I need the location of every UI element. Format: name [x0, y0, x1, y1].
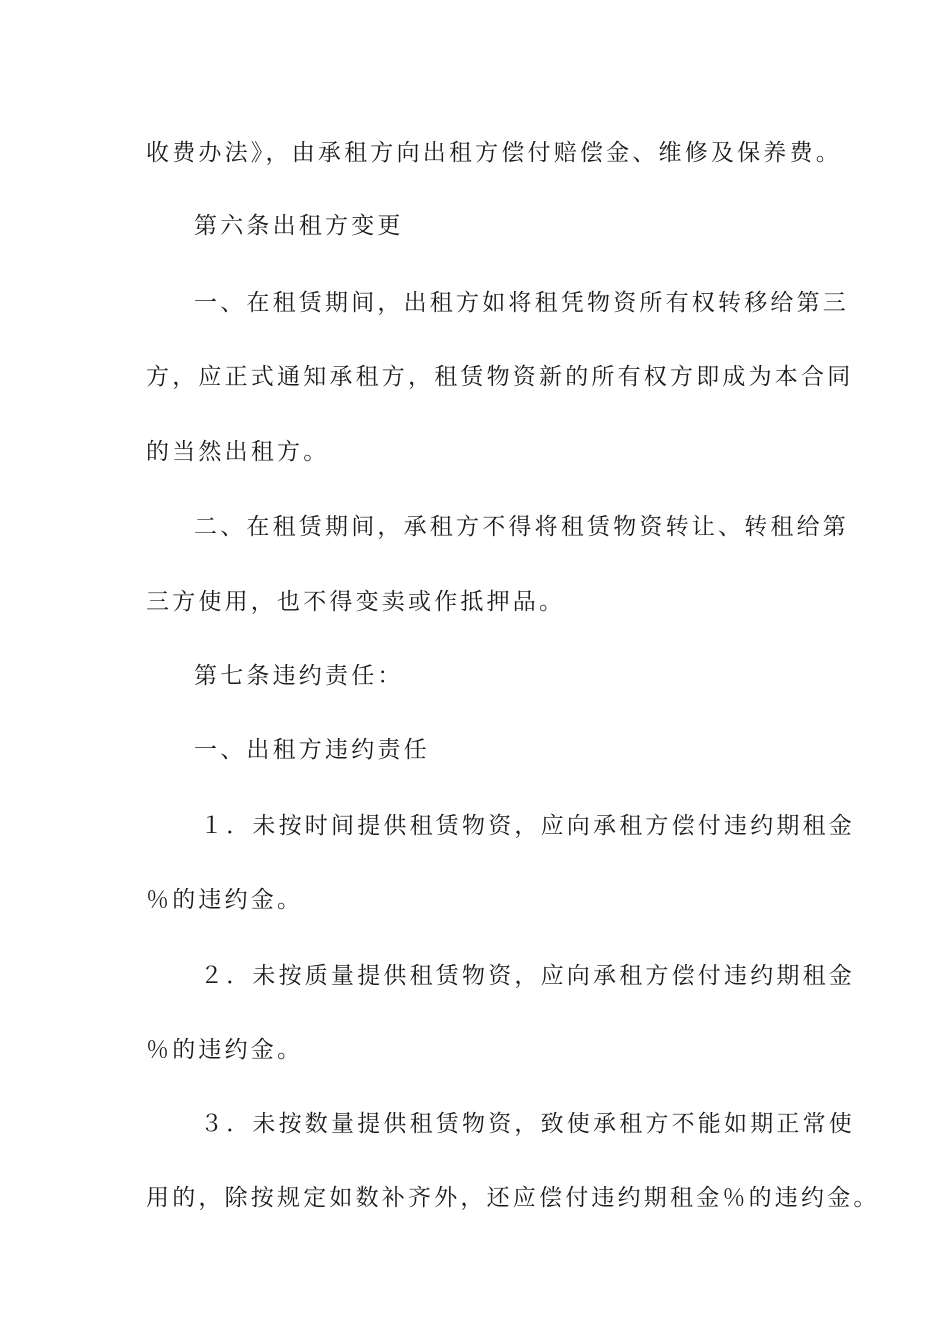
- article-heading: 第七条违约责任：: [194, 663, 404, 689]
- section-heading: 一、出租方违约责任: [194, 737, 430, 763]
- paragraph-line: 三方使用，也不得变卖或作抵押品。: [146, 589, 566, 615]
- paragraph-line: 方，应正式通知承租方，租赁物资新的所有权方即成为本合同: [146, 364, 854, 390]
- paragraph-line: 二、在租赁期间，承租方不得将租赁物资转让、转租给第: [194, 514, 849, 540]
- paragraph-line: ％的违约金。: [146, 887, 304, 913]
- paragraph-line: 收费办法》，由承租方向出租方偿付赔偿金、维修及保养费。: [146, 140, 842, 166]
- paragraph-line: 一、在租赁期间，出租方如将租凭物资所有权转移给第三: [194, 290, 849, 316]
- paragraph-line: 的当然出租方。: [146, 439, 330, 465]
- paragraph-line: 用的，除按规定如数补齐外，还应偿付违约期租金％的违约金。: [146, 1185, 880, 1211]
- paragraph-line: ３．未按数量提供租赁物资，致使承租方不能如期正常使: [200, 1111, 855, 1137]
- article-heading: 第六条出租方变更: [194, 213, 404, 239]
- paragraph-line: １．未按时间提供租赁物资，应向承租方偿付违约期租金: [200, 813, 855, 839]
- paragraph-line: ２．未按质量提供租赁物资，应向承租方偿付违约期租金: [200, 963, 855, 989]
- paragraph-line: ％的违约金。: [146, 1037, 304, 1063]
